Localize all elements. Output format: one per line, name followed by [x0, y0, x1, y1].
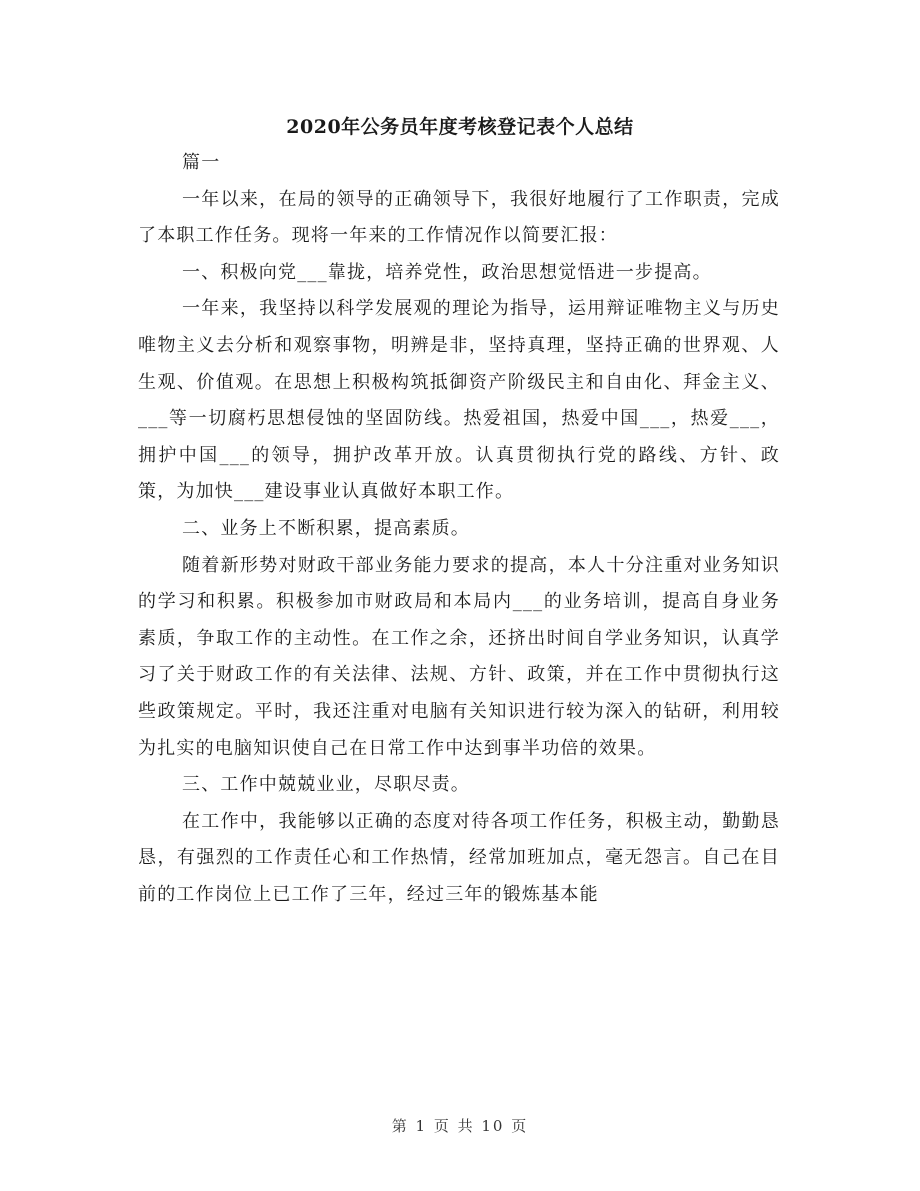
- heading-one: 一、积极向党___靠拢，培养党性，政治思想觉悟进一步提高。: [182, 261, 712, 283]
- intro-paragraph: 一年以来，在局的领导的正确领导下，我很好地履行了工作职责，完成了本职工作任务。现将一年来的工作情况作以简要汇报：: [138, 188, 780, 247]
- paragraph-business: 随着新形势对财政干部业务能力要求的提高，本人十分注重对业务知识的学习和积累。积极参加市财政局和本局内___的业务培训，提高自身业务素质，争取工作的主动性。在工作之余，还挤出时间自学业务知识，认真学习了关于财政工作的有关法律、法规、方针、政策，并在工作中贯彻执行这些政策规定。平时，我还注重对电脑有关知识进行较为深入的钻研，利用较为扎实的电脑知识使自己在日常工作中达到事半功倍的效果。: [138, 554, 780, 759]
- document-body: [138, 145, 780, 913]
- paragraph-politics: 一年来，我坚持以科学发展观的理论为指导，运用辩证唯物主义与历史唯物主义去分析和观察事物，明辨是非，坚持真理，坚持正确的世界观、人生观、价值观。在思想上积极构筑抵御资产阶级民主和自由化、拜金主义、___等一切腐朽思想侵蚀的坚固防线。热爱祖国，热爱中国___，热爱___，拥护中国___的领导，拥护改革开放。认真贯彻执行党的路线、方针、政策，为加快___建设事业认真做好本职工作。: [138, 298, 780, 503]
- section-label: 篇一: [182, 152, 221, 173]
- document-title: 2020年公务员年度考核登记表个人总结: [286, 116, 634, 138]
- heading-two: 二、业务上不断积累，提高素质。: [182, 517, 470, 539]
- page-number-footer: 第 1 页 共 10 页: [391, 1117, 529, 1135]
- paragraph-work: 在工作中，我能够以正确的态度对待各项工作任务，积极主动，勤勤恳恳，有强烈的工作责任心和工作热情，经常加班加点，毫无怨言。自己在目前的工作岗位上已工作了三年，经过三年的锻炼基本能: [138, 810, 780, 905]
- heading-three: 三、工作中兢兢业业，尽职尽责。: [182, 774, 470, 796]
